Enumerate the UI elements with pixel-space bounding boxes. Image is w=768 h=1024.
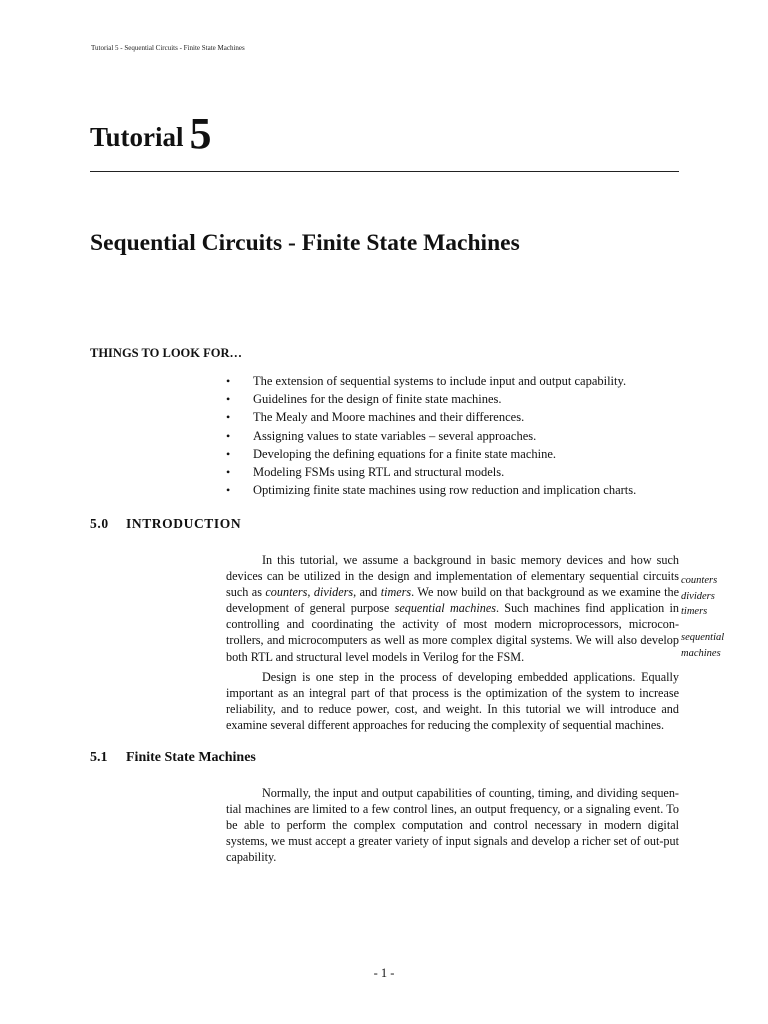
things-to-look-for-heading: THINGS TO LOOK FOR… [90,346,243,360]
margin-notes-group-1 [681,573,761,620]
list-item-text: The extension of sequential systems to include input and output capability. [253,374,627,388]
text-run: In this tutorial, we assume a background in basic memory devices and how such devices can be utilized in the design and implementation of elementary sequential circuits such as [226,553,679,600]
chapter-word: Tutorial [90,122,184,152]
margin-note: dividers [681,590,715,602]
text-run: . We now build on that background as we examine the development of general purpose [226,585,679,616]
section-heading-5-0 [90,516,241,532]
margin-note: counters [681,575,718,586]
list-item [226,445,686,463]
margin-note: machines [681,647,721,659]
list-item-text: Optimizing finite state machines using row reduction and implication charts. [253,483,637,498]
section-heading-5-1 [90,750,256,766]
chapter-title [90,108,212,159]
list-item-text: Guidelines for the design of finite state machines. [253,392,502,407]
list-item [226,408,686,426]
term-dividers: dividers [313,585,354,600]
page-number: - 1 - [373,966,395,980]
text-run: , and [353,585,381,600]
margin-note: sequential [681,632,725,643]
term-counters: counters [265,585,308,600]
bullet-icon: • [226,483,231,498]
term-timers: timers [380,585,412,600]
margin-notes-group-2 [681,630,761,661]
list-item-text: Modeling FSMs using RTL and structural models. [253,465,505,480]
intro-paragraph-1 [226,552,679,665]
section-title: INTRODUCTION [126,516,242,531]
bullet-icon: • [226,410,231,425]
list-item-text: Developing the defining equations for a finite state machine. [253,446,557,461]
fsm-paragraph-1: Normally, the input and output capabilities of counting, timing, and dividing sequen-tial machines are limited to a few control lines, an output frequency, or a signaling event. To be able to perform the complex computation and control necessary in modern digital systems, we must accept a greater variety of input signals and develop a richer set of out-put capability. [226,786,679,865]
term-sequential-machines: sequential machines [394,601,496,616]
running-header: Tutorial 5 - Sequential Circuits - Finite State Machines [91,44,245,52]
text-run: , [307,585,314,600]
list-item [226,427,686,445]
list-item [226,463,686,481]
section-number: 5.0 [90,516,109,531]
text-run: . Such machines find application in controlling and coordinating the activity of most modern microprocessors, microcon-trollers, and microcomputers as well as more complex digital systems. We will also develop both RTL and structural level models in Verilog for the FSM. [226,601,679,664]
intro-paragraph-2: Design is one step in the process of developing embedded applications. Equally important as an integral part of that process is the optimization of the system to increase reliability, and to reduce power, cost, and weight. In this tutorial we will introduce and examine several different approaches for reducing the complexity of sequential machines. [226,670,679,733]
bullet-icon: • [226,446,231,461]
bullet-icon: • [226,428,231,443]
list-item [226,390,686,408]
chapter-number: 5 [189,109,212,158]
list-item [226,481,686,499]
section-number: 5.1 [90,750,108,765]
main-title: Sequential Circuits - Finite State Machines [90,230,520,256]
list-item-text: The Mealy and Moore machines and their differences. [253,410,525,425]
list-item-text: Assigning values to state variables – several approaches. [253,428,537,443]
margin-note: timers [681,606,708,617]
list-item [226,372,686,390]
bullet-icon: • [226,465,231,480]
section-title: Finite State Machines [126,750,256,765]
bullet-icon: • [226,374,231,388]
bullet-icon: • [226,392,231,407]
title-rule [90,171,679,172]
look-for-list [226,372,686,499]
